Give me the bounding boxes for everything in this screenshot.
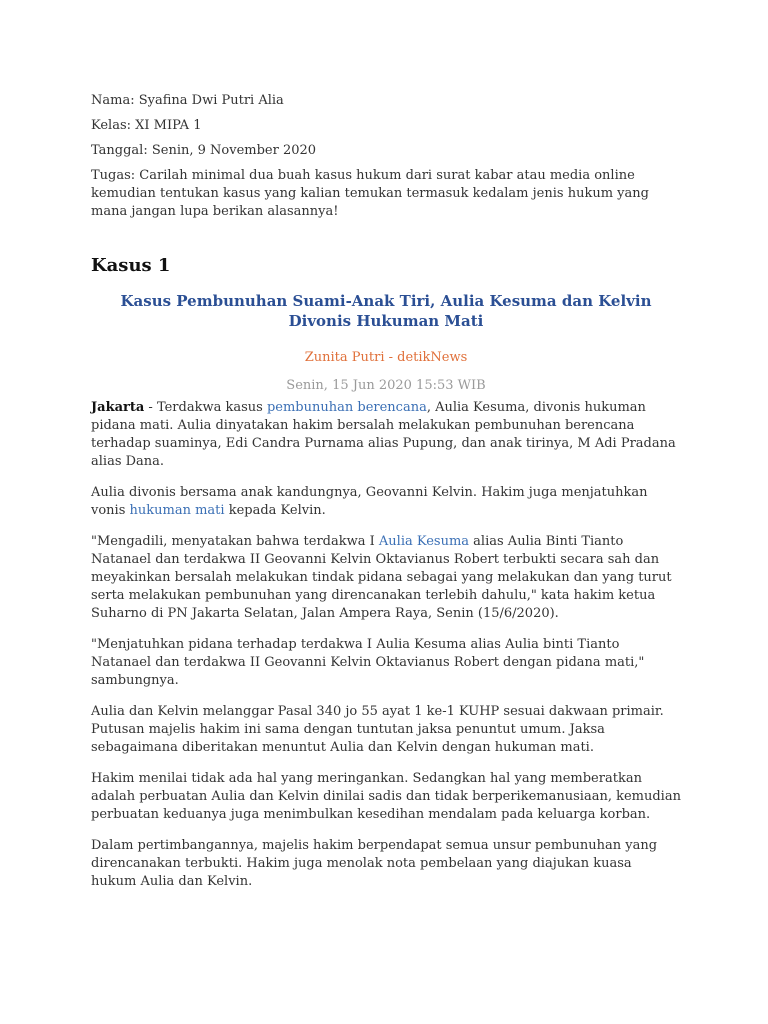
article-paragraph-1: Jakarta - Terdakwa kasus pembunuhan berencana, Aulia Kesuma, divonis hukuman pidana mati. Aulia dinyatakan hakim bersalah melakukan pembunuhan berencana terhadap suaminya, Edi Candra Purnama alias Pupung, dan anak tirinya, M Adi Pradana alias Dana. (91, 400, 676, 469)
article-title: Kasus Pembunuhan Suami-Anak Tiri, Aulia Kesuma dan Kelvin Divonis Hukuman Mati (120, 292, 652, 330)
article-paragraph-4: "Menjatuhkan pidana terhadap terdakwa I Aulia Kesuma alias Aulia binti Tianto Natanael dan terdakwa II Geovanni Kelvin Oktavianus Robert dengan pidana mati," sambungnya. (91, 637, 645, 688)
case-heading: Kasus 1 (91, 255, 171, 276)
link-aulia-kesuma[interactable]: Aulia Kesuma (378, 534, 470, 549)
student-name: Nama: Syafina Dwi Putri Alia (91, 93, 284, 108)
dateline-location: Jakarta (91, 400, 145, 415)
link-pembunuhan-berencana[interactable]: pembunuhan berencana (266, 400, 427, 415)
link-hukuman-mati[interactable]: hukuman mati (129, 503, 225, 518)
article-paragraph-5: Aulia dan Kelvin melanggar Pasal 340 jo 55 ayat 1 ke-1 KUHP sesuai dakwaan primair. Putusan majelis hakim ini sama dengan tuntutan jaksa penuntut umum. Jaksa sebagaimana diberitakan menuntut Aulia dan Kelvin dengan hukuman mati. (91, 704, 664, 755)
assignment-task: Tugas: Carilah minimal dua buah kasus hukum dari surat kabar atau media online kemudian tentukan kasus yang kalian temukan termasuk kedalam jenis hukum yang mana jangan lupa berikan alasannya! (91, 168, 649, 219)
article-date: Senin, 15 Jun 2020 15:53 WIB (286, 378, 486, 393)
article-paragraph-7: Dalam pertimbangannya, majelis hakim berpendapat semua unsur pembunuhan yang direncanakan terbukti. Hakim juga menolak nota pembelaan yang diajukan kuasa hukum Aulia dan Kelvin. (91, 838, 658, 889)
article-paragraph-2: Aulia divonis bersama anak kandungnya, Geovanni Kelvin. Hakim juga menjatuhkan vonis hukuman mati kepada Kelvin. (91, 485, 648, 518)
article-paragraph-6: Hakim menilai tidak ada hal yang meringankan. Sedangkan hal yang memberatkan adalah perbuatan Aulia dan Kelvin dinilai sadis dan tidak berperikemanusiaan, kemudian perbuatan keduanya juga menimbulkan kesedihan mendalam pada keluarga korban. (91, 771, 681, 822)
assignment-date: Tanggal: Senin, 9 November 2020 (91, 143, 317, 158)
student-class: Kelas: XI MIPA 1 (91, 118, 202, 133)
document-page (91, 92, 681, 904)
article-paragraph-3: "Mengadili, menyatakan bahwa terdakwa I Aulia Kesuma alias Aulia Binti Tianto Natanael dan terdakwa II Geovanni Kelvin Oktavianus Robert terbukti secara sah dan meyakinkan bersalah melakukan tindak pidana sebagai yang melakukan dan yang turut serta melakukan pembunuhan yang direncanakan terlebih dahulu," kata hakim ketua Suharno di PN Jakarta Selatan, Jalan Ampera Raya, Senin (15/6/2020). (91, 534, 672, 621)
article-author: Zunita Putri - detikNews (304, 350, 468, 365)
